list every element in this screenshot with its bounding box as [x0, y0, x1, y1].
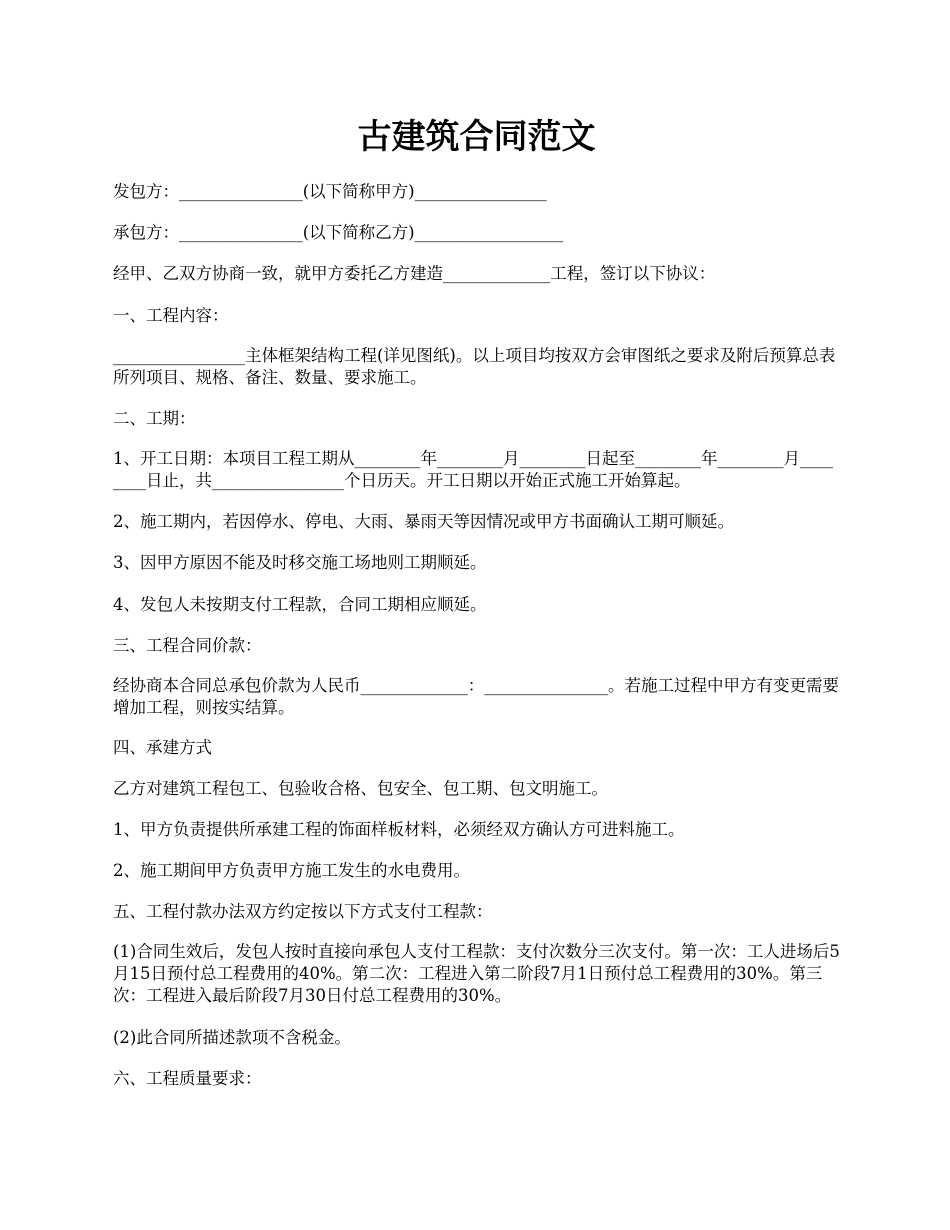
contract-price: 经协商本合同总承包价款为人民币_____________：_______________。若施工过程中甲方有变更需要增加工程，则按实结算。 — [113, 676, 839, 717]
payment-schedule: (1)合同生效后，发包人按时直接向承包人支付工程款：支付次数分三次支付。第一次：工人进场后5月15日预付总工程费用的40%。第二次：工程进入第二阶段7月1日预付总工程费用的30%。第三次：工程进入最后阶段7月30日付总工程费用的30%。 — [113, 942, 840, 1005]
agreement-intro: 经甲、乙双方协商一致，就甲方委托乙方建造_____________工程，签订以下协议： — [113, 264, 716, 283]
materials-clause: 1、甲方负责提供所承建工程的饰面样板材料，必须经双方确认方可进料施工。 — [113, 820, 685, 839]
schedule-extension-payment: 4、发包人未按期支付工程款，合同工期相应顺延。 — [113, 595, 487, 614]
section-4-heading: 四、承建方式 — [113, 738, 212, 757]
party-b-line: 承包方：_______________(以下简称乙方)__________________ — [113, 223, 564, 242]
contract-scope: 乙方对建筑工程包工、包验收合格、包安全、包工期、包文明施工。 — [113, 779, 608, 798]
section-5-heading: 五、工程付款办法双方约定按以下方式支付工程款： — [113, 902, 493, 921]
document-title: 古建筑合同范文 — [357, 117, 596, 157]
party-a-line: 发包方：_______________(以下简称甲方)________________ — [113, 182, 547, 201]
utilities-clause: 2、施工期间甲方负责甲方施工发生的水电费用。 — [113, 861, 470, 880]
tax-clause: (2)此合同所描述款项不含税金。 — [113, 1028, 351, 1047]
schedule-extension-weather: 2、施工期内，若因停水、停电、大雨、暴雨天等因情况或甲方书面确认工期可顺延。 — [113, 512, 734, 531]
schedule-extension-site: 3、因甲方原因不能及时移交施工场地则工期顺延。 — [113, 553, 487, 572]
section-3-heading: 三、工程合同价款： — [113, 636, 262, 655]
section-1-heading: 一、工程内容： — [113, 306, 229, 325]
section-6-heading: 六、工程质量要求： — [113, 1069, 262, 1088]
section-2-heading: 二、工期： — [113, 409, 196, 428]
schedule-start-date: 1、开工日期：本项目工程工期从________年________月________日起至________年________月________日止，共________________个日历天。开工日期以开始正式施工开始算起。 — [113, 449, 833, 490]
section-1-content: ________________主体框架结构工程(详见图纸)。以上项目均按双方会审图纸之要求及附后预算总表所列项目、规格、备注、数量、要求施工。 — [113, 346, 836, 387]
